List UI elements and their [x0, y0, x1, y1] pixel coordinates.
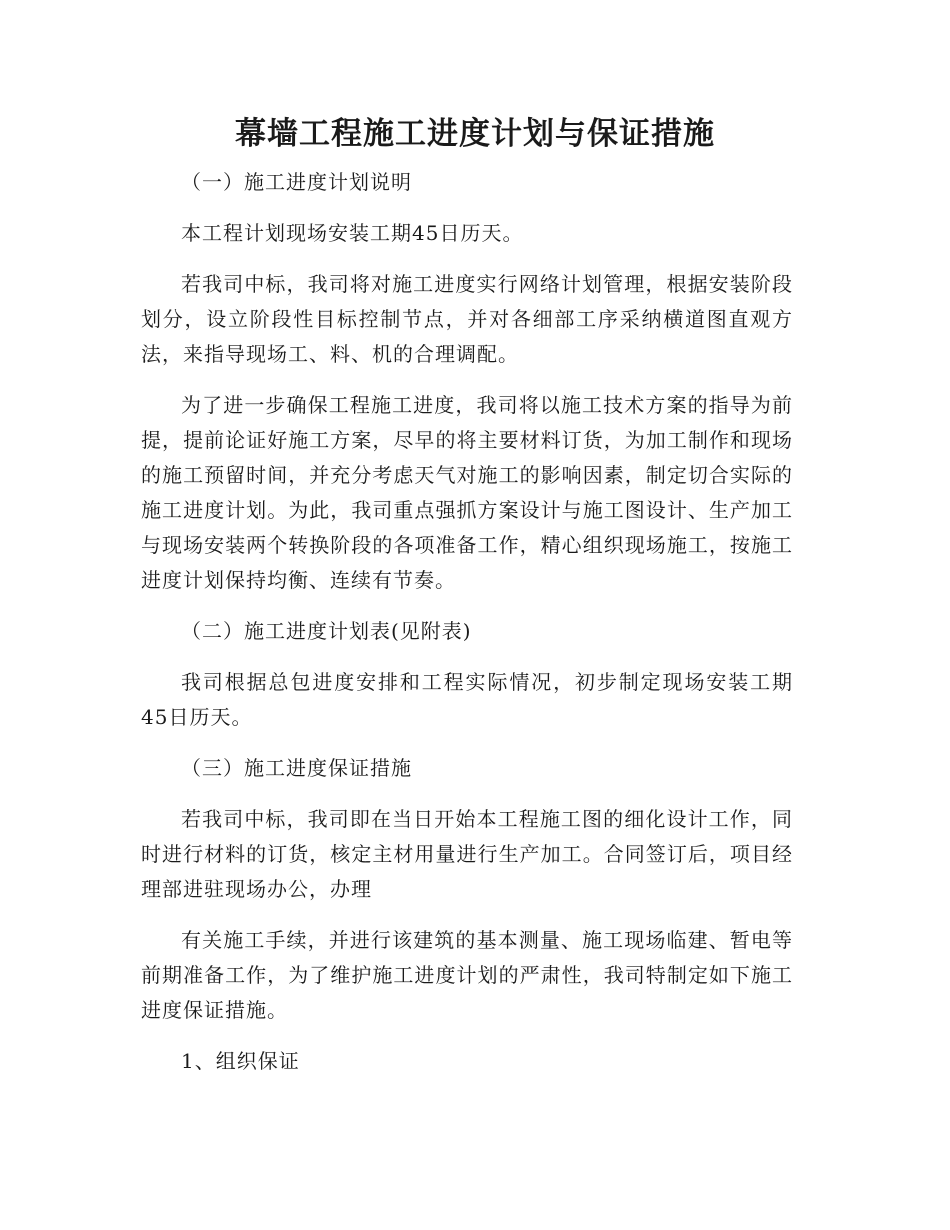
document-title: 幕墙工程施工进度计划与保证措施 — [235, 116, 715, 152]
paragraph-duration: 本工程计划现场安装工期45日历天。 — [181, 221, 524, 245]
section-heading-assurance-measures: （三）施工进度保证措施 — [181, 756, 412, 780]
paragraph-preliminary-schedule: 我司根据总包进度安排和工程实际情况，初步制定现场安装工期45日历天。 — [141, 670, 793, 729]
paragraph-preparation: 有关施工手续，并进行该建筑的基本测量、施工现场临建、暂电等前期准备工作，为了维护施工进度计划的严肃性，我司特制定如下施工进度保证措施。 — [141, 928, 793, 1022]
section-heading-schedule-table: （二）施工进度计划表(见附表) — [181, 619, 472, 643]
paragraph-schedule-assurance: 为了进一步确保工程施工进度，我司将以施工技术方案的指导为前提，提前论证好施工方案，尽早的将主要材料订货，为加工制作和现场的施工预留时间，并充分考虑天气对施工的影响因素，制定切合实际的施工进度计划。为此，我司重点强抓方案设计与施工图设计、生产加工与现场安装两个转换阶段的各项准备工作，精心组织现场施工，按施工进度计划保持均衡、连续有节奏。 — [141, 393, 793, 592]
subsection-heading-organization: 1、组织保证 — [181, 1049, 300, 1073]
paragraph-network-plan: 若我司中标，我司将对施工进度实行网络计划管理，根据安装阶段划分，设立阶段性目标控制节点，并对各细部工序采纳横道图直观方法，来指导现场工、料、机的合理调配。 — [141, 272, 793, 366]
section-heading-plan-description: （一）施工进度计划说明 — [181, 170, 412, 194]
document-body — [141, 165, 793, 1095]
paragraph-design-start: 若我司中标，我司即在当日开始本工程施工图的细化设计工作，同时进行材料的订货，核定主材用量进行生产加工。合同签订后，项目经理部进驻现场办公，办理 — [141, 807, 793, 901]
